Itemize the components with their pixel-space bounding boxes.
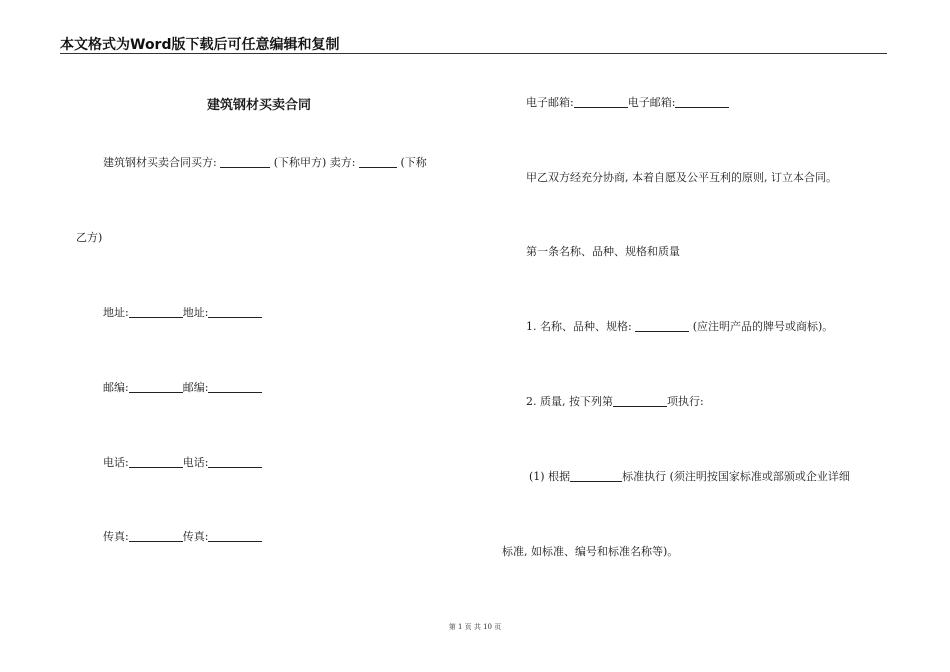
sub-item-1-label: (1) 根据	[529, 470, 571, 483]
email-blank-a	[574, 96, 628, 108]
address-blank-b	[208, 306, 262, 318]
document-header: 本文格式为Word版下载后可任意编辑和复制	[60, 37, 340, 53]
sub-item-1-blank	[570, 470, 622, 482]
fax-line	[103, 528, 262, 544]
article-1-heading: 第一条名称、品种、规格和质量	[526, 245, 680, 258]
page-number: 第 1 页 共 10 页	[448, 623, 502, 631]
phone-label-a: 电话:	[103, 456, 129, 469]
postcode-label-a: 邮编:	[103, 381, 129, 394]
header-divider	[60, 53, 887, 54]
intro-line	[103, 154, 427, 170]
postcode-line	[103, 379, 262, 395]
address-line	[103, 304, 262, 320]
sub-item-1-text: 标准执行 (须注明按国家标准或部颁或企业详细	[622, 470, 850, 483]
item-2-line	[526, 393, 704, 409]
buyer-label: 建筑钢材买卖合同买方:	[103, 156, 217, 169]
item-1-label: 1. 名称、品种、规格:	[526, 320, 632, 333]
phone-blank-b	[208, 456, 262, 468]
item-1-line	[526, 318, 833, 334]
item-2-tail: 项执行:	[667, 395, 704, 408]
address-label-a: 地址:	[103, 306, 129, 319]
email-label-b: 电子邮箱:	[627, 96, 676, 109]
postcode-blank-b	[208, 381, 262, 393]
fax-blank-a	[129, 530, 183, 542]
fax-blank-b	[208, 530, 262, 542]
email-label-a: 电子邮箱:	[526, 96, 574, 109]
item-1-note: (应注明产品的牌号或商标)。	[692, 320, 834, 333]
address-blank-a	[129, 306, 183, 318]
email-line	[526, 94, 729, 110]
intro-wrap: 乙方)	[76, 231, 103, 244]
postcode-blank-a	[129, 381, 183, 393]
phone-line	[103, 454, 262, 470]
sub-item-1-line	[529, 468, 850, 484]
item-1-blank	[635, 320, 689, 332]
fax-label-b: 传真:	[182, 530, 209, 543]
email-blank-b	[675, 96, 729, 108]
item-2-label: 2. 质量, 按下列第	[526, 395, 613, 408]
fax-label-a: 传真:	[103, 530, 129, 543]
phone-label-b: 电话:	[182, 456, 209, 469]
sub-item-1-wrap: 标准, 如标准、编号和标准名称等)。	[502, 545, 679, 558]
contract-title: 建筑钢材买卖合同	[207, 98, 312, 113]
item-2-blank	[613, 395, 667, 407]
phone-blank-a	[129, 456, 183, 468]
address-label-b: 地址:	[182, 306, 209, 319]
seller-blank	[359, 156, 397, 168]
postcode-label-b: 邮编:	[182, 381, 209, 394]
seller-label: (下称甲方) 卖方:	[273, 156, 356, 169]
buyer-blank	[220, 156, 270, 168]
intro-tail: (下称	[400, 156, 427, 169]
agreement-text: 甲乙双方经充分协商, 本着自愿及公平互利的原则, 订立本合同。	[526, 171, 837, 184]
